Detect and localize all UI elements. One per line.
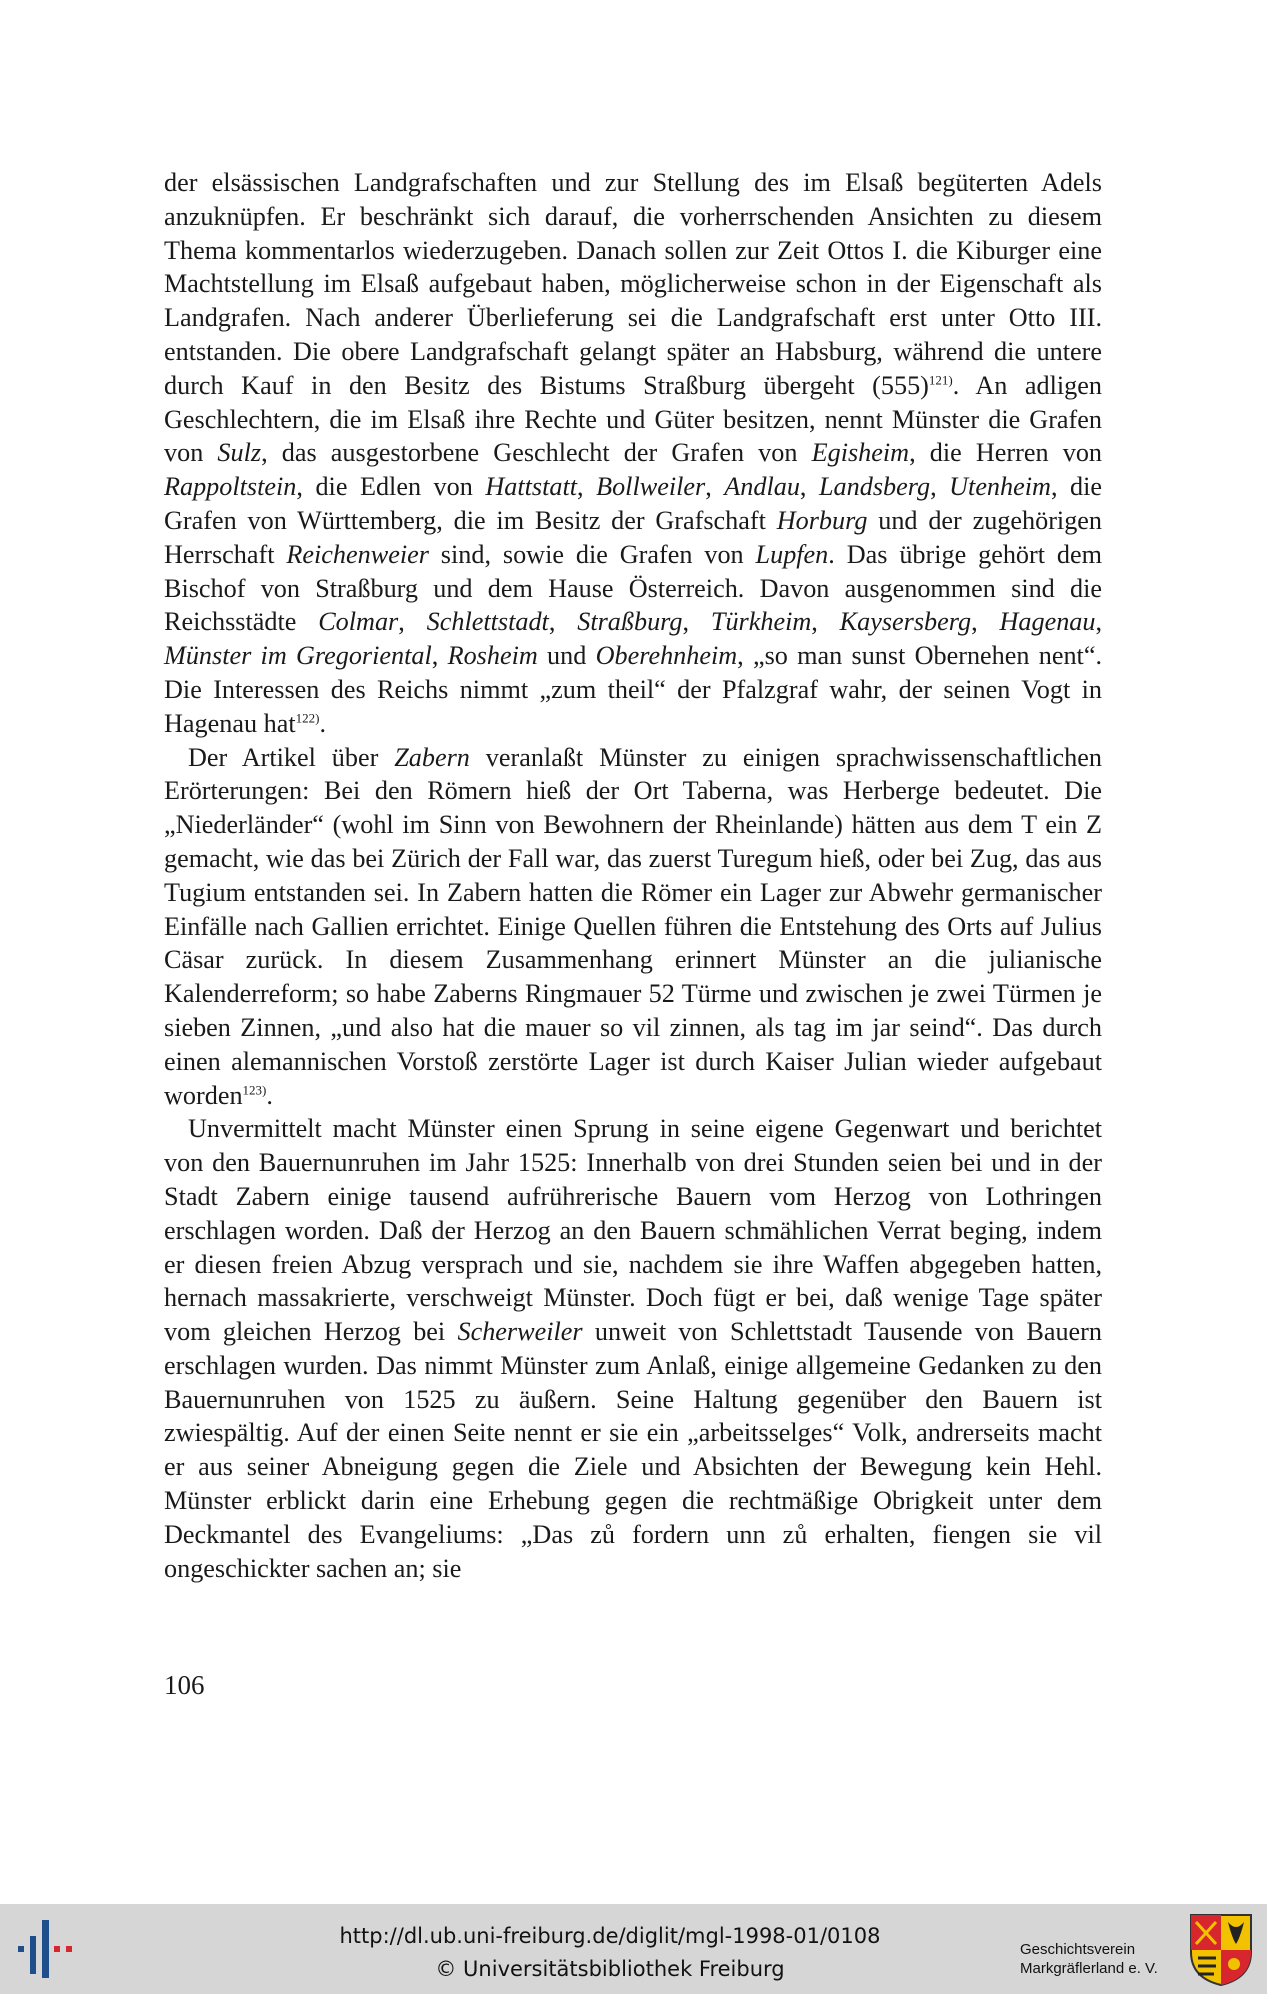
text-run: , die Herren von [909, 438, 1103, 468]
society-line-2: Markgräflerland e. V. [1020, 1960, 1158, 1977]
society-line-1: Geschichtsverein [1020, 1941, 1136, 1958]
italic-name: Rosheim [447, 641, 538, 671]
footnote-reference: 122) [295, 710, 320, 726]
text-run: , [682, 607, 711, 637]
footnote-reference: 121) [928, 372, 953, 388]
text-run: , [548, 607, 578, 637]
text-run: und der zugehörigen Herrschaft [164, 505, 1103, 569]
text-run: . [266, 1080, 273, 1110]
text-run: , das ausgestorbene Geschlecht der Grafen von [261, 438, 812, 468]
italic-name: Andlau [724, 472, 800, 502]
ub-freiburg-logo-icon[interactable] [14, 1916, 84, 1982]
footnote-reference: 123) [242, 1081, 267, 1097]
paragraph [164, 1112, 1102, 1585]
text-run: sind, sowie die Grafen von [428, 539, 756, 569]
italic-name: Sulz [217, 438, 262, 468]
italic-name: Schlettstadt [426, 607, 549, 637]
italic-name: Lupfen [755, 539, 829, 569]
italic-name: Utenheim [949, 472, 1051, 502]
text-run: , [1095, 607, 1103, 637]
text-run: , [971, 607, 1000, 637]
text-run: der elsässischen Landgrafschaften und zur Stellung des im Elsaß begüterten Adels anzuknüpfen. Er beschränkt sich darauf, die vorherrschenden Ansichten zu diesem Thema kommentarlos wiederzugeben. Danach sollen zur Zeit Ottos I. die Kiburger eine Machtstellung im Elsaß aufgebaut haben, möglicherweise schon in der Eigenschaft als Landgrafen. Nach anderer Überlieferung sei die Landgrafschaft erst unter Otto III. entstanden. Die obere Landgrafschaft gelangt später an Habsburg, während die untere durch Kauf in den Besitz des Bistums Straßburg übergeht (555) [164, 168, 1102, 400]
page-number: 106 [164, 1670, 205, 1700]
text-run: . [319, 708, 326, 738]
text-run: , [799, 472, 819, 502]
text-run: , „so man sunst Obernehen nent“. Die Interessen des Reichs nimmt „zum theil“ der Pfalzgraf wahr, der seinen Vogt in Hagenau hat [164, 641, 1103, 738]
text-run: , [431, 641, 448, 671]
coat-of-arms-icon[interactable] [1188, 1912, 1254, 1988]
italic-name: Reichenweier [286, 539, 429, 569]
text-run: , die Edlen von [296, 472, 486, 502]
italic-name: Oberehnheim [595, 641, 738, 671]
text-run: . An adligen Geschlechtern, die im Elsaß ihre Rechte und Güter besitzen, nennt Münster die Grafen von [164, 370, 1102, 468]
italic-name: Rappoltstein [164, 472, 297, 502]
italic-name: Münster im Gregoriental [164, 641, 432, 671]
italic-name: Egisheim [811, 438, 910, 468]
text-run: Unvermittelt macht Münster einen Sprung in seine eigene Gegenwart und berichtet von den Bauernunruhen im Jahr 1525: Innerhalb von drei Stunden seien bei und in der Stadt Zabern einige tausend aufrührerische Bauern vom Herzog von Lothringen erschlagen worden. Daß der Herzog an den Bauern schmählichen Verrat beging, indem er diesen freien Abzug versprach und sie, nachdem sie ihre Waffen abgegeben hatten, hernach massakrierte, verschweigt Münster. Doch fügt er bei, daß wenige Tage später vom gleichen Herzog bei [164, 1114, 1102, 1347]
paragraph [164, 741, 1102, 1113]
italic-name: Bollweiler [596, 472, 706, 502]
text-run: , [930, 472, 950, 502]
italic-name: Kaysersberg [839, 607, 972, 637]
text-run: . Das übrige gehört dem Bischof von Straßburg und dem Hause Österreich. Davon ausgenommen sind die Reichsstädte [164, 539, 1102, 637]
italic-name: Hattstatt [485, 472, 578, 502]
footer-bar [0, 1904, 1267, 1994]
italic-name: Türkheim [710, 607, 812, 637]
text-run: , [398, 607, 427, 637]
text-run: , [577, 472, 597, 502]
paragraph [164, 166, 1102, 741]
text-run: und [537, 641, 596, 671]
footer-copyright: © Universitätsbibliothek Freiburg [435, 1957, 785, 1981]
document-body [164, 166, 1102, 1585]
italic-name: Hagenau [999, 607, 1096, 637]
italic-name: Straßburg [577, 607, 683, 637]
italic-name: Landsberg [818, 472, 931, 502]
text-run: , [811, 607, 840, 637]
footer-society-name [1020, 1940, 1178, 1978]
text-run: veranlaßt Münster zu einigen sprachwissenschaftlichen Erörterungen: Bei den Römern hieß der Ort Taberna, was Herberge bedeutet. Die „Niederländer“ (wohl im Sinn von Bewohnern der Rheinlande) hätten aus dem T ein Z gemacht, wie das bei Zürich der Fall war, das zuerst Turegum hieß, oder bei Zug, das aus Tugium entstanden sei. In Zabern hatten die Römer ein Lager zur Abwehr germanischer Einfälle nach Gallien errichtet. Einige Quellen führen die Entstehung des Orts auf Julius Cäsar zurück. In diesem Zusammenhang erinnert Münster an die julianische Kalenderreform; so habe Zaberns Ringmauer 52 Türme und zwischen je zwei Türmen je sieben Zinnen, „und also hat die mauer so vil zinnen, als tag im jar seind“. Das durch einen alemannischen Vorstoß zerstörte Lager ist durch Kaiser Julian wieder aufgebaut worden [164, 742, 1102, 1110]
text-run: unweit von Schlettstadt Tausende von Bauern erschlagen wurden. Das nimmt Münster zum Anlaß, einige allgemeine Gedanken zu den Bauernunruhen von 1525 zu äußern. Seine Haltung gegenüber den Bauern ist zwiespältig. Auf der einen Seite nennt er sie ein „arbeitsselges“ Volk, andrerseits macht er aus seiner Abneigung gegen die Ziele und Absichten der Bewegung kein Hehl. Münster erblickt darin eine Erhebung gegen die rechtmäßige Obrigkeit unter dem Deckmantel des Evangeliums: „Das zů fordern unn zů erhalten, fiengen sie vil ongeschickter sachen an; sie [164, 1317, 1102, 1583]
text-run: Der Artikel über [188, 742, 395, 772]
italic-name: Horburg [776, 505, 868, 535]
italic-name: Zabern [394, 742, 470, 772]
text-run: , die Grafen von Württemberg, die im Besitz der Grafschaft [164, 472, 1102, 535]
footer-url-link[interactable]: http://dl.ub.uni-freiburg.de/diglit/mgl-1998-01/0108 [339, 1924, 881, 1948]
italic-name: Colmar [318, 607, 399, 637]
text-run: , [705, 472, 725, 502]
italic-name: Scherweiler [457, 1317, 583, 1347]
